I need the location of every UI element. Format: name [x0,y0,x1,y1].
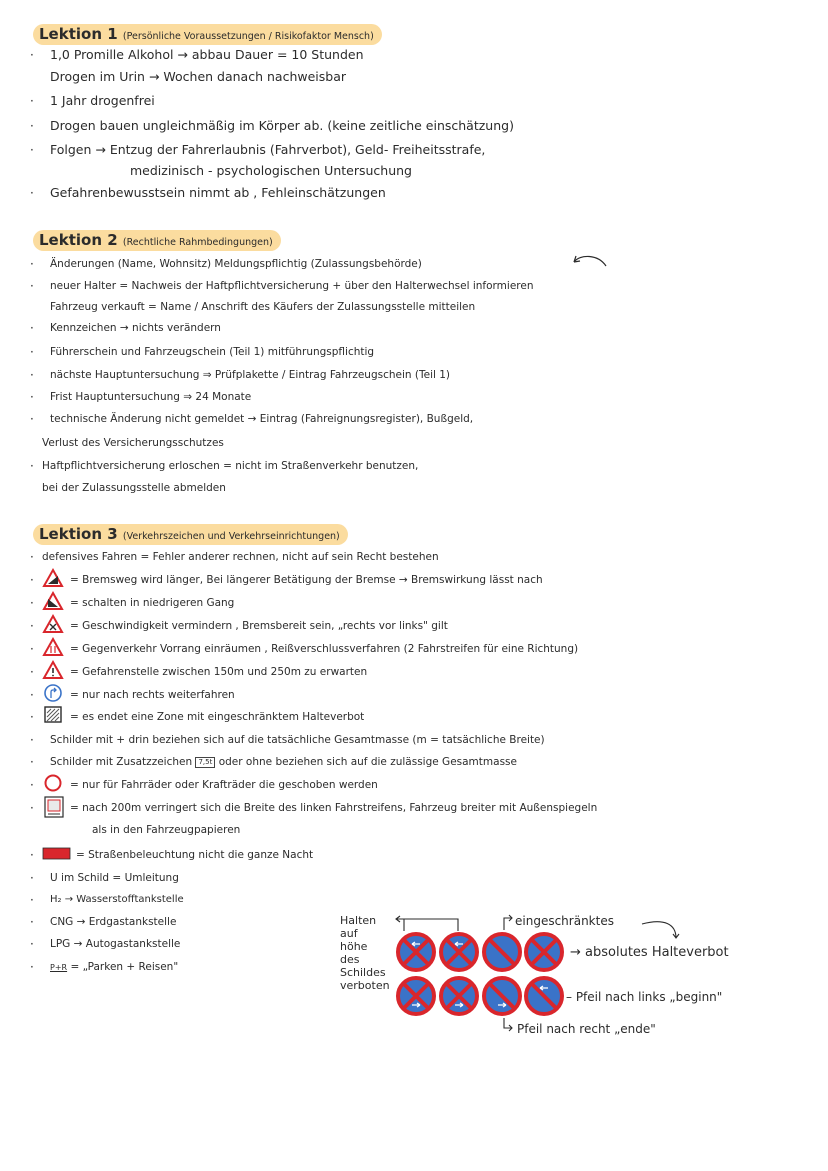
zusatzzeichen-box: 7,5t [195,757,215,768]
lesson3-item: = nur für Fahrräder oder Krafträder die geschoben werden [70,779,378,791]
bullet-dot: · [30,937,34,951]
label-line: höhe [340,940,368,953]
lesson3-item: = nur nach rechts weiterfahren [70,689,235,701]
lesson1-item: Drogen im Urin → Wochen danach nachweisbar [50,69,346,84]
bullet-dot: · [30,573,34,587]
pr-text: = „Parken + Reisen" [70,961,179,973]
bullet-dot: · [30,642,34,656]
lesson3-item: = Straßenbeleuchtung nicht die ganze Nacht [76,849,314,861]
diagram-arrow-left-label: – Pfeil nach links „beginn" [566,990,723,1004]
lesson3-item: U im Schild = Umleitung [50,872,179,884]
bullet-dot: · [30,459,34,473]
lesson1-title: Lektion 1 [39,25,118,43]
bullet-dot: · [30,960,34,974]
diagram-right-label: → absolutes Halteverbot [570,945,729,960]
zone-end-sign-icon [44,706,64,724]
lesson1-item: Gefahrenbewusstsein nimmt ab , Fehleinschätzungen [50,185,386,200]
bullet-dot: · [30,186,34,200]
bullet-dot: · [30,279,34,293]
lesson3-item: = es endet eine Zone mit eingeschränktem Halteverbot [70,711,365,723]
turn-right-sign-icon [44,684,64,702]
diagram-bottom-label: Pfeil nach recht „ende" [517,1022,656,1036]
label-line: verboten [340,979,390,992]
bullet-dot: · [30,778,34,792]
no-stopping-sign-row-bottom [396,976,566,1020]
lesson2-heading [33,230,281,251]
bullet-dot: · [30,550,34,564]
bullet-dot: · [30,915,34,929]
bullet-dot: · [30,257,34,271]
lesson1-item: 1,0 Promille Alkohol → abbau Dauer = 10 Stunden [50,47,364,62]
bullet-dot: · [30,619,34,633]
bullet-dot: · [30,390,34,404]
lesson1-item: Folgen → Entzug der Fahrerlaubnis (Fahrverbot), Geld- Freiheitsstrafe, [50,142,486,157]
lesson3-subtitle: (Verkehrszeichen und Verkehrseinrichtungen) [122,531,340,542]
bullet-dot: · [30,94,34,108]
diagram-left-label [340,914,390,992]
lesson3-item: LPG → Autogastankstelle [50,938,181,950]
lesson3-item: H₂ → Wasserstofftankstelle [50,894,184,905]
zusatz-text-2: oder ohne beziehen sich auf die zulässige Gesamtmasse [218,756,517,768]
label-line: des [340,953,360,966]
lesson3-item [50,753,517,771]
label-line: Schildes [340,966,386,979]
lesson2-item: Fahrzeug verkauft = Name / Anschrift des Käufers der Zulassungsstelle mitteilen [50,301,476,313]
lesson1-item: 1 Jahr drogenfrei [50,93,155,108]
prohibition-ring-sign-icon [44,774,64,792]
bullet-dot: · [30,801,34,815]
no-stopping-sign-row-top [396,932,566,976]
lesson3-item: Schilder mit + drin beziehen sich auf die tatsächliche Gesamtmasse (m = tatsächliche Breite) [50,734,545,746]
curved-arrow-icon [570,252,610,270]
lesson2-item: Änderungen (Name, Wohnsitz) Meldungspflichtig (Zulassungsbehörde) [50,258,422,270]
lesson3-item: = Bremsweg wird länger, Bei längerer Betätigung der Bremse → Bremswirkung lässt nach [70,574,543,586]
lesson3-item [50,958,178,977]
crossroads-sign-icon [43,615,63,633]
lesson2-item: nächste Hauptuntersuchung ⇒ Prüfplakette / Eintrag Fahrzeugschein (Teil 1) [50,369,451,381]
bullet-dot: · [30,733,34,747]
lesson2-item: technische Änderung nicht gemeldet → Eintrag (Fahreignungsregister), Bußgeld, [50,413,474,425]
bullet-dot: · [30,848,34,862]
bullet-dot: · [30,368,34,382]
curve-arrow-icon [640,916,686,946]
lesson2-item: Haftpflichtversicherung erloschen = nicht im Straßenverkehr benutzen, [42,460,419,472]
lesson2-item: Verlust des Versicherungsschutzes [42,437,224,449]
bullet-dot: · [30,48,34,62]
lesson3-item: CNG → Erdgastankstelle [50,916,177,928]
oncoming-traffic-sign-icon [43,638,63,656]
lesson2-item: Frist Hauptuntersuchung ⇒ 24 Monate [50,391,252,403]
bracket-arrow-icon [390,905,480,935]
bullet-dot: · [30,412,34,426]
lesson3-item: als in den Fahrzeugpapieren [92,824,241,836]
street-light-sign-icon [43,846,71,864]
lesson2-item: Kennzeichen → nichts verändern [50,322,221,334]
lesson1-heading [33,24,382,45]
lesson3-item: = Gegenverkehr Vorrang einräumen , Reißverschlussverfahren (2 Fahrstreifen für eine Richtung) [70,643,579,655]
lane-width-sign-icon [44,796,64,814]
lesson3-item: = Geschwindigkeit vermindern , Bremsbereit sein, „rechts vor links" gilt [70,620,448,632]
lesson2-title: Lektion 2 [39,231,118,249]
bullet-dot: · [30,871,34,885]
hook-arrow-bottom-icon [498,1016,518,1036]
bullet-dot: · [30,321,34,335]
lesson3-title: Lektion 3 [39,525,118,543]
pr-label: P+R [50,963,68,972]
bullet-dot: · [30,665,34,679]
lesson1-item: Drogen bauen ungleichmäßig im Körper ab. (keine zeitliche einschätzung) [50,118,514,133]
lesson3-item: = Gefahrenstelle zwischen 150m und 250m zu erwarten [70,666,368,678]
steep-incline-sign-icon [43,592,63,610]
lesson3-item: = nach 200m verringert sich die Breite des linken Fahrstreifens, Fahrzeug breiter mit Außenspiegeln [70,802,598,814]
bullet-dot: · [30,143,34,157]
lesson1-item: medizinisch - psychologischen Untersuchung [130,163,412,178]
bullet-dot: · [30,710,34,724]
lesson2-item: bei der Zulassungsstelle abmelden [42,482,226,494]
steep-descent-sign-icon [43,569,63,587]
lesson3-heading [33,524,348,545]
lesson3-item: = schalten in niedrigeren Gang [70,597,235,609]
lesson2-item: neuer Halter = Nachweis der Haftpflichtversicherung + über den Halterwechsel informieren [50,280,534,292]
bullet-dot: · [30,119,34,133]
lesson2-item: Führerschein und Fahrzeugschein (Teil 1) mitführungspflichtig [50,346,375,358]
zusatz-text: Schilder mit Zusatzzeichen [50,756,193,768]
bullet-dot: · [30,596,34,610]
bullet-dot: · [30,345,34,359]
lesson2-subtitle: (Rechtliche Rahmbedingungen) [122,237,273,248]
label-line: Halten [340,914,377,927]
bullet-dot: · [30,893,34,907]
lesson3-item: defensives Fahren = Fehler anderer rechnen, nicht auf sein Recht bestehen [42,551,439,563]
bullet-dot: · [30,688,34,702]
diagram-top-label: eingeschränktes [515,914,614,928]
lesson1-subtitle: (Persönliche Voraussetzungen / Risikofaktor Mensch) [122,31,374,42]
bullet-dot: · [30,755,34,769]
danger-sign-icon [43,661,63,679]
label-line: auf [340,927,358,940]
